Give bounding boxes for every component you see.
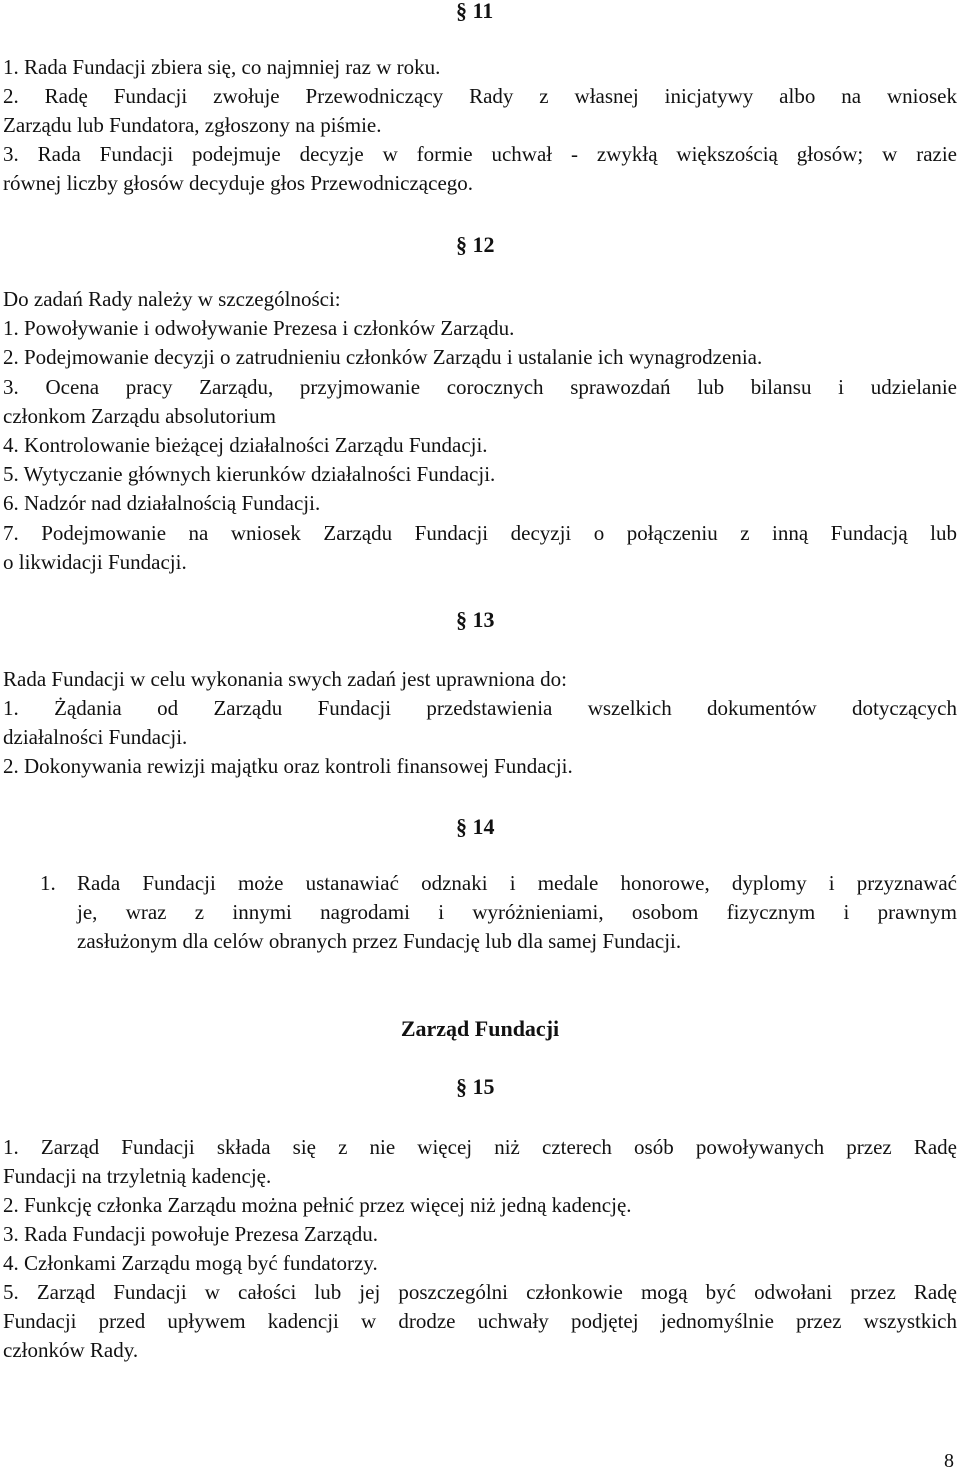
list-item-continuation: członkom Zarządu absolutorium bbox=[3, 404, 276, 428]
list-item: 2. Podejmowanie decyzji o zatrudnieniu członków Zarządu i ustalanie ich wynagrodzenia. bbox=[3, 345, 763, 369]
list-item-continuation: Fundacji na trzyletnią kadencję. bbox=[3, 1164, 272, 1188]
list-item-number: 1. bbox=[40, 871, 56, 895]
list-item: 6. Nadzór nad działalnością Fundacji. bbox=[3, 491, 321, 515]
list-item: 2. Funkcję członka Zarządu można pełnić przez więcej niż jedną kadencję. bbox=[3, 1193, 632, 1217]
paragraph-line: 2. Radę Fundacji zwołuje Przewodniczący Rady z własnej inicjatywy albo na wniosek bbox=[3, 84, 957, 108]
paragraph-line: równej liczby głosów decyduje głos Przewodniczącego. bbox=[3, 171, 474, 195]
list-item: Rada Fundacji może ustanawiać odznaki i medale honorowe, dyplomy i przyznawać bbox=[77, 871, 957, 895]
list-item-continuation: je, wraz z innymi nagrodami i wyróżnieniami, osobom fizycznym i prawnym bbox=[77, 900, 957, 924]
paragraph-line: Do zadań Rady należy w szczególności: bbox=[3, 287, 341, 311]
list-item-continuation: Fundacji przed upływem kadencji w drodze uchwały podjętej jednomyślnie przez wszystkich bbox=[3, 1309, 957, 1333]
page-number: 8 bbox=[944, 1450, 954, 1472]
list-item: 1. Zarząd Fundacji składa się z nie więcej niż czterech osób powoływanych przez Radę bbox=[3, 1135, 957, 1159]
list-item: 7. Podejmowanie na wniosek Zarządu Fundacji decyzji o połączeniu z inną Fundacją lub bbox=[3, 521, 957, 545]
paragraph-line: 3. Rada Fundacji podejmuje decyzje w formie uchwał - zwykłą większością głosów; w razie bbox=[3, 142, 957, 166]
list-item-continuation: działalności Fundacji. bbox=[3, 725, 188, 749]
paragraph-line: 1. Rada Fundacji zbiera się, co najmniej raz w roku. bbox=[3, 55, 441, 79]
section-heading-12: § 12 bbox=[456, 232, 495, 257]
list-item: 3. Rada Fundacji powołuje Prezesa Zarządu. bbox=[3, 1222, 378, 1246]
section-heading-11: § 11 bbox=[456, 0, 494, 23]
chapter-title: Zarząd Fundacji bbox=[400, 1016, 560, 1041]
list-item-continuation: o likwidacji Fundacji. bbox=[3, 550, 187, 574]
section-heading-14: § 14 bbox=[456, 814, 495, 839]
list-item: 4. Członkami Zarządu mogą być fundatorzy. bbox=[3, 1251, 378, 1275]
list-item-continuation: zasłużonym dla celów obranych przez Fundację lub dla samej Fundacji. bbox=[77, 929, 682, 953]
paragraph-line: Zarządu lub Fundatora, zgłoszony na piśmie. bbox=[3, 113, 382, 137]
list-item: 5. Zarząd Fundacji w całości lub jej poszczególni członkowie mogą być odwołani przez Radę bbox=[3, 1280, 957, 1304]
section-heading-15: § 15 bbox=[456, 1074, 495, 1099]
list-item-continuation: członków Rady. bbox=[3, 1338, 139, 1362]
paragraph-line: Rada Fundacji w celu wykonania swych zadań jest uprawniona do: bbox=[3, 667, 567, 691]
list-item: 2. Dokonywania rewizji majątku oraz kontroli finansowej Fundacji. bbox=[3, 754, 573, 778]
list-item: 3. Ocena pracy Zarządu, przyjmowanie corocznych sprawozdań lub bilansu i udzielanie bbox=[3, 375, 957, 399]
list-item: 1. Żądania od Zarządu Fundacji przedstawienia wszelkich dokumentów dotyczących bbox=[3, 696, 957, 720]
section-heading-13: § 13 bbox=[456, 607, 495, 632]
list-item: 1. Powoływanie i odwoływanie Prezesa i członków Zarządu. bbox=[3, 316, 515, 340]
list-item: 5. Wytyczanie głównych kierunków działalności Fundacji. bbox=[3, 462, 496, 486]
list-item: 4. Kontrolowanie bieżącej działalności Zarządu Fundacji. bbox=[3, 433, 488, 457]
